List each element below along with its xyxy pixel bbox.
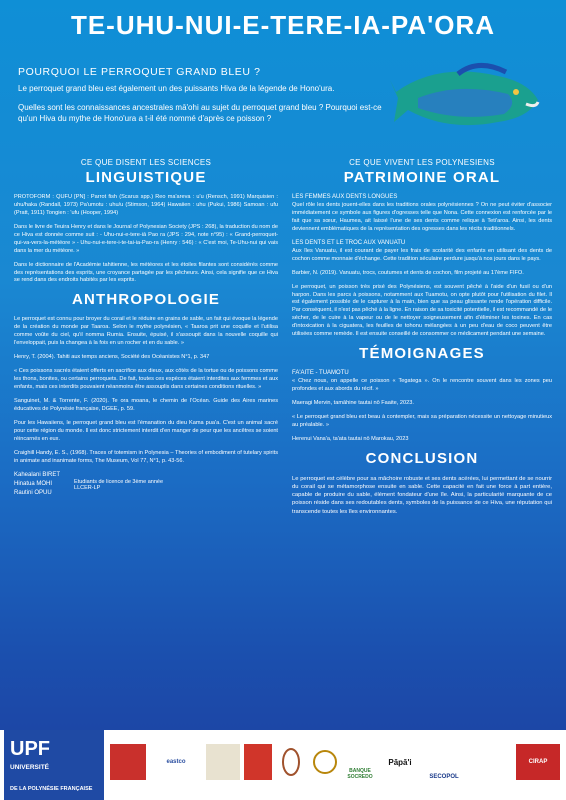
patrimoine-title: PATRIMOINE ORAL: [343, 169, 501, 186]
right-subtitle: CE QUE VIVENT LES POLYNESIENS: [349, 158, 495, 167]
conclusion-paragraph: Le perroquet est célèbre pour sa mâchoire robuste et ses dents acérées, lui permettant de se nourrir du corail qui se métamorphose ensuite en sable. Cette capacité en fait une force à part entière, capable de produire du sable, élément fondateur d'une île. Ainsi, la particularité marquante de ce poisson réside dans ses redoutables dents, symboles de la puissance de ce Hiva, une réputation qui transcende toutes les îles environnantes.: [292, 475, 552, 515]
intro-heading: POURQUOI LE PERROQUET GRAND BLEU ?: [18, 66, 261, 78]
partner-logo-eastco: eastco: [166, 759, 186, 765]
testimony-quote-2: « Le perroquet grand bleu est beau à contempler, mais sa préparation nécessite un nettoyage minutieux au préalable. »: [292, 413, 552, 428]
partner-logo-socredo: BANQUE SOCREDO: [347, 768, 373, 780]
anthropologie-title: ANTHROPOLOGIE: [71, 291, 221, 309]
partner-logo: [110, 744, 146, 780]
intro-paragraph-1: Le perroquet grand bleu est également un des puissants Hiva de la légende de Hono'ura.: [18, 84, 335, 93]
linguistique-paragraph-3: Dans le dictionnaire de l'Académie tahitienne, les météores et les étoiles filantes sont considérés comme des représentations des esprits, une croyance partagée par les pêcheurs. Ainsi, cela signifie que ce Hiva se rend dans des endroits habités par les esprits.: [14, 261, 278, 284]
linguistique-protoforms: PROTOFORM : QUFU [PN] : Parrot fish (Scarus spp.) Reo ma'areva : u'u (Rensch, 1991) Marquisien : uhu/haka (Randall, 1973) Pa'umotu : uhu/u (Stimson, 1964) Hawaiien : uhu (Pukui, 1986) Samoan : ufu (Pratt, 1911) Tongien : 'ufu (Hooper, 1994): [14, 194, 278, 216]
testimony-author-1: Maeragi Mervin, tamāhine tautai nō Faaite, 2023.: [292, 400, 414, 406]
anthropologie-paragraph-1: Le perroquet est connu pour broyer du corail et le réduire en grains de sable, un fait qui évoque la légende de la création du monde par Taaroa. Selon le mythe polynésien, « Taaroa prit une coquille et l'utilisa comme voûte du ciel, qu'il nomma Rumia. Ensuite, épuisé, il s'assoupit dans la nouvelle coquille qui l'enveloppait, puis la changea à la fois en un rocher et en du sable. »: [14, 316, 278, 347]
anthropologie-reference-1: Henry, T. (2004). Tahiti aux temps anciens, Société des Océanistes N°1, p. 347: [14, 354, 210, 361]
partner-logo: [276, 744, 306, 780]
testimony-quote-1: « Chez nous, on appelle ce poisson « Tegatega ». On le rencontre souvent dans les zones peu profondes et aux abords du récif. »: [292, 378, 552, 393]
upf-logo-text: UPF: [10, 738, 50, 760]
parrotfish-illustration: [388, 52, 548, 144]
partner-logo: [468, 744, 512, 780]
partner-logo-cirap: CIRAP: [516, 744, 560, 780]
anthropologie-paragraph-2: « Ces poissons sacrés étaient offerts en sacrifice aux dieux, aux côtés de la tortue ou de poissons comme les thons, bonites, ou certains perroquets. De fait, toutes ces espèces étaient interdites aux femmes et aux enfants, mais ces interdits pouvaient néanmoins être assouplis dans certaines conditions rituelles. »: [14, 368, 278, 390]
upf-logo-line-1: UNIVERSITÉ: [10, 764, 50, 771]
intro-paragraph-2: Quelles sont les connaissances ancestrales mā'ohi au sujet du perroquet grand bleu ? Pourquoi est-ce qu'un Hiva du mythe de Hono'ura a t-il été nommé d'après ce poisson ?: [18, 102, 382, 123]
credits: [14, 471, 278, 498]
vanuatu-paragraph: Aux îles Vanuatu, il est courant de payer les frais de scolarité des enfants en utilisant des dents de cochon comme monnaie d'échange. Cette tradition séculaire perdure jusqu'à nos jours dans le pays.: [292, 247, 552, 262]
anthropologie-reference-3: Craighill Handy, E. S., (1968). Traces of totemism in Polynesia – Theories of embodiment of tutelary spirits in animate and inanimate forms, The Museum, Vol 77, N°1, p. 43-56.: [14, 449, 278, 464]
linguistique-title: LINGUISTIQUE: [85, 169, 207, 186]
partner-logo: [244, 744, 272, 780]
students-note: Etudiants de licence de 3ème année LLCER-LP: [74, 479, 164, 492]
intro-section: [18, 66, 398, 132]
authors-list: [14, 471, 60, 498]
peche-paragraph: Le perroquet, un poisson très prisé des Polynésiens, est souvent pêché à l'aide d'un fusil ou d'un harpon. Dans les parcs à poissons, notamment aux Tuamotu, on opte plutôt pour l'utilisation du filet. Il est également possible de le capturer à la main, bien que sa peau glissante rende l'opération difficile. Par conséquent, il n'est pas pêché à la ligne. En raison de sa toxicité potentielle, il est recommandé de le sécher, de le cuire à la vapeur ou de le nettoyer soigneusement afin d'éliminer les toxines. En cas d'intoxication à la ciguatera, les feuilles de tohonu mélangées à un peu d'eau de coco peuvent être utilisées comme remède. Il est ensuite conseillé de consommer ce médicament pendant une semaine.: [292, 283, 552, 338]
left-column: [14, 158, 278, 498]
femmes-paragraph: Quel rôle les dents jouent-elles dans les traditions orales polynésiennes ? On ne peut éviter d'associer immédiatement ce symbole aux figures d'ogresses telle que Nona. Cette connexion est renforcée par le fait que sa sœur, Haumea, ait laissé l'une de ses dents comme relique à Teti'aroa. Ainsi, les dents deviennent emblématiques de la représentation des ogresses dans les récits traditionnels.: [292, 202, 552, 232]
partner-logo: [310, 744, 340, 780]
anthropologie-reference-2: Sanguinet, M. & Torrente, F. (2020). Te ora moana, le chemin de l'Océan. Guide des Aires marines éducatives de Polynésie française, DGEE, p. 59.: [14, 397, 278, 412]
vanuatu-reference: Barbier, N. (2019). Vanuatu, trocs, coutumes et dents de cochon, film projeté au 17ème FIFO.: [292, 269, 524, 276]
author-name: Hinatua MOHI: [14, 481, 53, 488]
vanuatu-heading: LES DENTS ET LE TROC AUX VANUATU: [292, 239, 406, 246]
temoignages-title: TÉMOIGNAGES: [359, 345, 485, 363]
femmes-heading: LES FEMMES AUX DENTS LONGUES: [292, 194, 398, 200]
left-subtitle: CE QUE DISENT LES SCIENCES: [80, 158, 212, 167]
footer-logos-bar: [0, 730, 566, 800]
right-column: [292, 158, 552, 522]
linguistique-paragraph-2: Dans le livre de Teuira Henry et dans le Journal of Polynesian Society (JPS : 268), la traduction du nom de ce Hiva est donnée comme suit : - Uhu-nui-e-tere-iā Pao ra (JPS : 294, note n°95) : « Grand-perroquet-qui-va-vers-la-météore » - Uhu-nui-e-tere-i-te-tai-ia-Pao-ra (Henry : 546) : « C'est moi, Te-Uhu-nui qui vais dans la mer du météore. »: [14, 223, 278, 254]
author-name: Kahealani BIRET: [14, 472, 61, 479]
anthropologie-paragraph-3: Pour les Hawaiiens, le perroquet grand bleu est l'émanation du dieu Kama pua'a. C'est un animal sacré pour cette région du monde. Il est donc strictement interdit d'en manger de peur que les ancêtres se soient réincarnés en eux.: [14, 419, 278, 442]
conclusion-title: CONCLUSION: [365, 449, 479, 467]
partner-logo-papai: Pāpā'i: [388, 757, 412, 767]
poster-title: TE-UHU-NUI-E-TERE-IA-PA'ORA: [70, 10, 496, 40]
author-name: Rautini OPUU: [14, 490, 52, 497]
faaite-heading: FA'AITE - TUAMOTU: [292, 370, 349, 377]
upf-logo: [4, 730, 104, 800]
testimony-author-2: Herenui Vana'a, ta'ata tautai nō Marokau, 2023: [292, 435, 409, 442]
partner-logo-secopol: SECOPOL: [429, 774, 459, 780]
upf-logo-line-2: DE LA POLYNÉSIE FRANÇAISE: [10, 786, 93, 792]
partner-logo: [206, 744, 240, 780]
